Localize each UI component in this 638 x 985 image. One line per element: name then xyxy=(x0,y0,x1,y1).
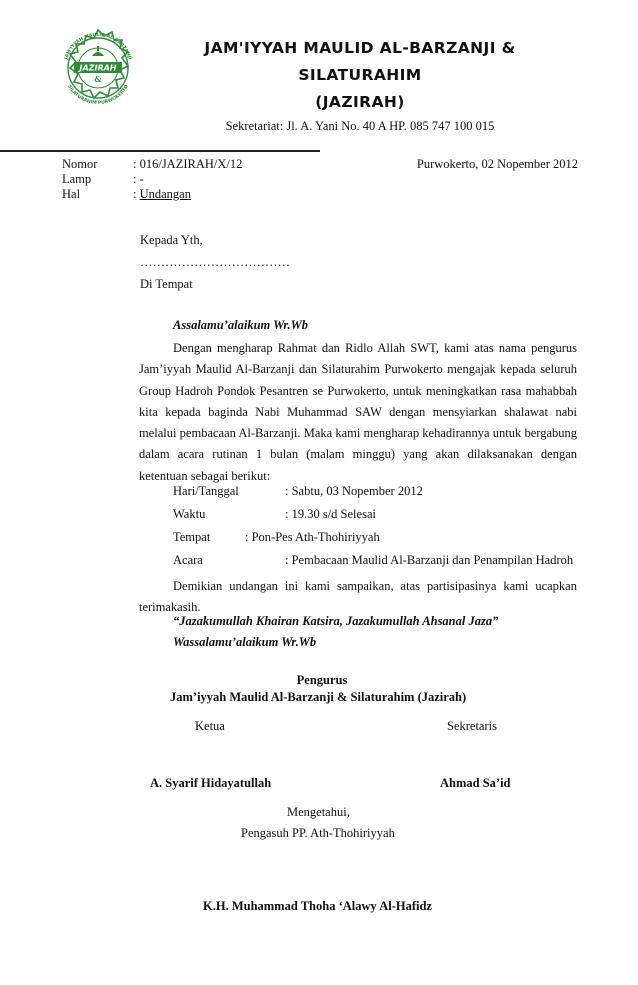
logo-ampersand: & xyxy=(94,74,102,84)
letterhead-address: Sekretariat: Jl. A. Yani No. 40 A HP. 085 747 100 015 xyxy=(225,119,495,133)
detail-label-place: Tempat xyxy=(173,530,211,544)
letterhead-title-line2: SILATURAHIM xyxy=(298,66,422,84)
pengasuh-title: Pengasuh PP. Ath-Thohiriyyah xyxy=(241,826,395,840)
organization-logo xyxy=(52,22,144,114)
detail-label-event: Acara xyxy=(173,553,203,567)
hal-colon: : xyxy=(133,187,140,201)
recipient-line2: ……………………………… xyxy=(140,255,290,269)
hal-value: Undangan xyxy=(139,187,191,201)
detail-value-event: : Pembacaan Maulid Al-Barzanji dan Penampilan Hadroh xyxy=(285,553,574,567)
body-paragraph: Dengan mengharap Rahmat dan Ridlo Allah SWT, kami atas nama pengurus Jam’iyyah Maulid Al-Barzanji dan Silaturahim Purwokerto mengajak kepada seluruh Group Hadroh Pondok Pesantren se Purwokerto, untuk meningkatkan rasa mahabbah kita kepada baginda Nabi Muhammad SAW dengan mensyiarkan shalawat nabi melalui pembacaan Al-Barzanji. Maka kami mengharap kehadirannya untuk bergabung dalam acara rutinan 1 bulan (malam minggu) yang akan dilaksanakan dengan ketentuan sebagai berikut: xyxy=(139,341,577,483)
detail-value-time: : 19.30 s/d Selesai xyxy=(285,507,376,521)
logo-text-center: JAZIRAH xyxy=(79,63,117,73)
recipient-line1: Kepada Yth, xyxy=(140,233,203,247)
letterhead-title-line1: JAM'IYYAH MAULID AL-BARZANJI & xyxy=(204,39,516,57)
hal-label: Hal xyxy=(62,187,81,201)
lamp-value: : - xyxy=(133,172,144,186)
ketua-name: A. Syarif Hidayatullah xyxy=(150,776,272,790)
nomor-value: : 016/JAZIRAH/X/12 xyxy=(133,157,243,171)
sekretaris-name: Ahmad Sa’id xyxy=(440,776,511,790)
greeting: Assalamu’alaikum Wr.Wb xyxy=(173,318,308,332)
detail-value-place: : Pon-Pes Ath-Thohiriyyah xyxy=(245,530,380,544)
detail-value-date: : Sabtu, 03 Nopember 2012 xyxy=(285,484,423,498)
closing-quote: “Jazakumullah Khairan Katsira, Jazakumullah Ahsanal Jaza” xyxy=(173,614,499,628)
ketua-title: Ketua xyxy=(195,719,225,733)
letterhead-divider xyxy=(0,150,320,152)
logo-emblem-icon xyxy=(52,22,144,114)
logo-text-bottom: SILATURAHIM PURWOKERTO xyxy=(66,84,130,107)
closing-paragraph: Demikian undangan ini kami sampaikan, atas partisipasinya kami ucapkan terimakasih. xyxy=(139,579,577,615)
pengasuh-name: K.H. Muhammad Thoha ‘Alawy Al-Hafidz xyxy=(203,899,432,913)
letter-date: Purwokerto, 02 Nopember 2012 xyxy=(416,157,578,171)
signature-organization: Jam’iyyah Maulid Al-Barzanji & Silaturahim (Jazirah) xyxy=(170,690,467,704)
nomor-label: Nomor xyxy=(62,157,98,171)
lamp-label: Lamp xyxy=(62,172,92,186)
sekretaris-title: Sekretaris xyxy=(447,719,497,733)
detail-label-time: Waktu xyxy=(173,507,206,521)
detail-label-date: Hari/Tanggal xyxy=(173,484,239,498)
pengurus-heading: Pengurus xyxy=(296,673,348,687)
recipient-line3: Di Tempat xyxy=(140,277,193,291)
hal-value-wrapper xyxy=(133,187,191,202)
farewell: Wassalamu’alaikum Wr.Wb xyxy=(173,635,317,649)
mengetahui-label: Mengetahui, xyxy=(287,805,350,819)
logo-text-top: JAM'IYYAH MAULID AL-BARZANJI xyxy=(64,32,132,61)
letterhead-title-line3: (JAZIRAH) xyxy=(315,93,405,111)
